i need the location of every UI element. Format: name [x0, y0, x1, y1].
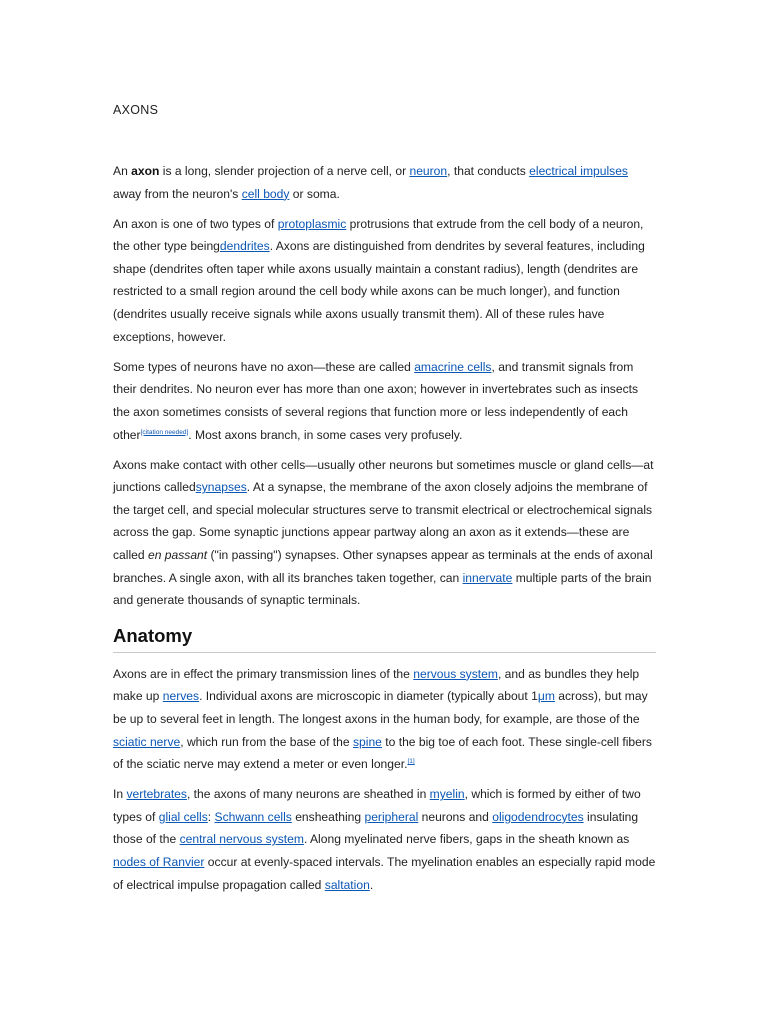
text: . At a synapse, the membrane of the axon closely adjoins the membrane of the target cell, and special molecular structures serve to transmit electrical or electrochemical signals across the gap. Some synaptic junctions appear partway along an axon as it extends—these are called [113, 480, 653, 562]
link-micrometre[interactable]: μm [537, 689, 555, 704]
text: or soma. [289, 186, 340, 201]
link-innervate[interactable]: innervate [462, 570, 513, 585]
text: Axons are in effect the primary transmission lines of the [113, 666, 414, 681]
text: In [113, 787, 127, 802]
term-en-passant: en passant [147, 548, 208, 562]
text: multiple parts of the brain and generate thousands of synaptic terminals. [113, 570, 652, 608]
link-central-nervous-system[interactable]: central nervous system [179, 832, 304, 847]
text: Axons make contact with other cells—usually other neurons but sometimes muscle or gland cells—at junctions called [113, 457, 654, 495]
text: ensheathing [291, 809, 365, 824]
text: ("in passing") synapses. Other synapses appear as terminals at the ends of axonal branches. A single axon, with all its branches taken together, can [113, 548, 653, 585]
section-heading-anatomy: Anatomy [113, 624, 656, 653]
paragraph-myelin [113, 783, 656, 896]
text: An axon is one of two types of [113, 216, 278, 231]
text: across), but may be up to several feet in length. The longest axons in the human body, for example, are those of the [113, 689, 648, 726]
text: Some types of neurons have no axon—these are called [113, 359, 415, 374]
paragraph-amacrine [113, 356, 656, 446]
link-saltation[interactable]: saltation [324, 877, 370, 892]
link-peripheral[interactable]: peripheral [364, 809, 419, 824]
link-electrical-impulses[interactable]: electrical impulses [529, 164, 628, 178]
text: protrusions that extrude from the cell body of a neuron, the other type being [113, 216, 644, 254]
text: . Axons are distinguished from dendrites by several features, including shape (dendrites often taper while axons usually maintain a constant radius), length (dendrites are restricted to a small region around the cell body while axons can be much longer), and function (dendrites usually receive signals while axons usually transmit them). All of these rules have exceptions, however. [113, 239, 645, 344]
link-nervous-system[interactable]: nervous system [413, 666, 498, 681]
paragraph-types [113, 213, 656, 349]
link-nerves[interactable]: nerves [162, 689, 200, 704]
link-protoplasmic[interactable]: protoplasmic [277, 216, 347, 231]
link-dendrites[interactable]: dendrites [219, 239, 270, 254]
link-spine[interactable]: spine [352, 734, 382, 749]
text: insulating those of the [113, 809, 639, 847]
link-myelin[interactable]: myelin [429, 787, 465, 802]
link-nodes-of-ranvier[interactable]: nodes of Ranvier [113, 855, 205, 870]
text: , the axons of many neurons are sheathed in [186, 787, 430, 802]
text: is a long, slender projection of a nerve cell, or [159, 164, 410, 178]
link-amacrine-cells[interactable]: amacrine cells [414, 359, 492, 374]
article-body [113, 160, 656, 904]
text: An [113, 164, 132, 178]
text: . Most axons branch, in some cases very profusely. [188, 427, 463, 442]
text: , and as bundles they help make up [113, 666, 640, 704]
link-vertebrates[interactable]: vertebrates [126, 787, 187, 802]
paragraph-intro [113, 160, 656, 205]
reference-1-link[interactable]: [1] [407, 758, 415, 766]
text: neurons and [418, 809, 493, 824]
paragraph-synapses [113, 454, 656, 612]
link-synapses[interactable]: synapses [195, 480, 247, 495]
text: : [207, 809, 215, 824]
link-glial-cells[interactable]: glial cells [158, 809, 208, 824]
document-title: AXONS [113, 103, 159, 117]
text: , which run from the base of the [180, 734, 353, 749]
text: to the big toe of each foot. These single-cell fibers of the sciatic nerve may extend a meter or even longer. [113, 734, 652, 772]
link-sciatic-nerve[interactable]: sciatic nerve [113, 734, 181, 749]
citation-needed-link[interactable]: [citation needed] [140, 428, 189, 436]
text: , which is formed by either of two types of [113, 787, 641, 824]
paragraph-anatomy-intro [113, 663, 656, 776]
link-cell-body[interactable]: cell body [241, 186, 290, 201]
text: , that conducts [447, 164, 530, 178]
link-neuron[interactable]: neuron [409, 164, 448, 178]
text: , and transmit signals from their dendrites. No neuron ever has more than one axon; however in invertebrates such as insects the axon sometimes consists of several regions that function more or less independently of each other [113, 359, 639, 442]
link-oligodendrocytes[interactable]: oligodendrocytes [492, 809, 584, 824]
text: occur at evenly-spaced intervals. The myelination enables an especially rapid mode of electrical impulse propagation called [113, 855, 656, 892]
text: . [369, 877, 374, 892]
text: away from the neuron's [113, 186, 242, 201]
link-schwann-cells[interactable]: Schwann cells [214, 809, 292, 824]
text: . Along myelinated nerve fibers, gaps in the sheath known as [303, 832, 630, 847]
term-axon: axon [131, 164, 160, 178]
text: . Individual axons are microscopic in diameter (typically about 1 [199, 689, 538, 704]
